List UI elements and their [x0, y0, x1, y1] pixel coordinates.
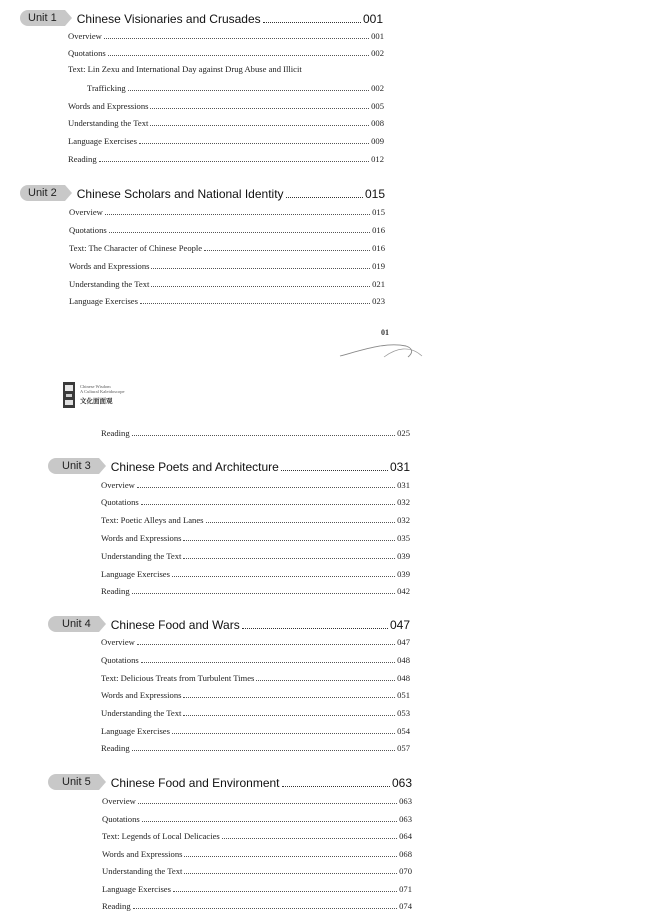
toc-entry[interactable]: Text: Poetic Alleys and Lanes 032 — [101, 515, 410, 525]
dot-leader — [242, 628, 388, 629]
toc-entry[interactable]: Trafficking 002 — [87, 83, 384, 93]
unit-3-heading[interactable] — [48, 457, 410, 474]
unit-page-number: 031 — [389, 460, 410, 474]
toc-entry[interactable]: Understanding the Text 070 — [102, 866, 412, 876]
toc-entry[interactable]: Text: The Character of Chinese People 016 — [69, 243, 385, 253]
toc-entry[interactable]: Language Exercises 054 — [101, 726, 410, 736]
toc-entry[interactable]: Understanding the Text 021 — [69, 279, 385, 289]
page-number: 01 — [381, 328, 389, 337]
toc-entry[interactable]: Quotations 063 — [102, 814, 412, 824]
toc-entry[interactable]: Words and Expressions 019 — [69, 261, 385, 271]
toc-entry[interactable]: Quotations 048 — [101, 655, 410, 665]
toc-entry[interactable]: Words and Expressions 035 — [101, 533, 410, 543]
toc-entry[interactable]: Language Exercises 039 — [101, 569, 410, 579]
dot-leader — [286, 197, 363, 198]
toc-entry[interactable]: Words and Expressions 051 — [101, 690, 410, 700]
unit-badge: Unit 2 — [20, 185, 65, 201]
toc-entry[interactable]: Language Exercises 071 — [102, 884, 412, 894]
toc-entry[interactable]: Language Exercises 009 — [68, 136, 384, 146]
unit-title: Chinese Visionaries and Crusades — [76, 12, 261, 26]
unit-title: Chinese Food and Wars — [110, 618, 240, 632]
unit-5-heading[interactable] — [48, 773, 412, 790]
unit-1-heading[interactable] — [20, 9, 383, 26]
unit-title: Chinese Scholars and National Identity — [76, 187, 284, 201]
unit-page-number: 001 — [362, 12, 383, 26]
unit-badge: Unit 1 — [20, 10, 65, 26]
toc-entry[interactable]: Text: Legends of Local Delicacies 064 — [102, 831, 412, 841]
toc-entry[interactable]: Reading 057 — [101, 743, 410, 753]
toc-entry[interactable]: Reading 074 — [102, 901, 412, 911]
unit-page-number: 063 — [391, 776, 412, 790]
unit-4-heading[interactable] — [48, 615, 410, 632]
toc-entry[interactable]: Quotations 002 — [68, 48, 384, 58]
toc-entry[interactable]: Quotations 016 — [69, 225, 385, 235]
unit-2-heading[interactable] — [20, 184, 385, 201]
unit-badge: Unit 3 — [48, 458, 99, 474]
unit-page-number: 047 — [389, 618, 410, 632]
toc-entry[interactable]: Language Exercises 023 — [69, 296, 385, 306]
page-swoosh-decoration — [336, 339, 436, 361]
toc-entry[interactable]: Overview 001 — [68, 31, 384, 41]
dot-leader — [282, 786, 390, 787]
toc-entry[interactable]: Overview 063 — [102, 796, 412, 806]
seal-icon — [62, 381, 78, 409]
book-logo — [62, 381, 142, 409]
toc-entry[interactable]: Overview 047 — [101, 637, 410, 647]
unit-title: Chinese Food and Environment — [110, 776, 280, 790]
toc-entry[interactable]: Overview 015 — [69, 207, 385, 217]
toc-entry[interactable]: Reading 042 — [101, 586, 410, 596]
toc-entry[interactable]: Overview 031 — [101, 480, 410, 490]
unit-badge: Unit 5 — [48, 774, 99, 790]
unit-title: Chinese Poets and Architecture — [110, 460, 279, 474]
logo-chinese-title: 文化面面观 — [80, 397, 113, 405]
unit-badge: Unit 4 — [48, 616, 99, 632]
toc-entry[interactable]: Understanding the Text 039 — [101, 551, 410, 561]
dot-leader — [281, 470, 388, 471]
toc-entry[interactable]: Understanding the Text 053 — [101, 708, 410, 718]
toc-entry[interactable]: Text: Delicious Treats from Turbulent Times 048 — [101, 673, 410, 683]
toc-entry[interactable]: Words and Expressions 068 — [102, 849, 412, 859]
toc-entry[interactable]: Reading 012 — [68, 154, 384, 164]
toc-entry-line1: Text: Lin Zexu and International Day against Drug Abuse and Illicit — [68, 64, 302, 74]
unit-page-number: 015 — [364, 187, 385, 201]
toc-entry[interactable]: Reading 025 — [101, 428, 410, 438]
toc-entry[interactable]: Quotations 032 — [101, 497, 410, 507]
dot-leader — [263, 22, 361, 23]
logo-text: Chinese Wisdom A Cultural Kaleidoscope — [80, 384, 125, 394]
toc-entry[interactable]: Words and Expressions 005 — [68, 101, 384, 111]
toc-entry[interactable]: Understanding the Text 008 — [68, 118, 384, 128]
